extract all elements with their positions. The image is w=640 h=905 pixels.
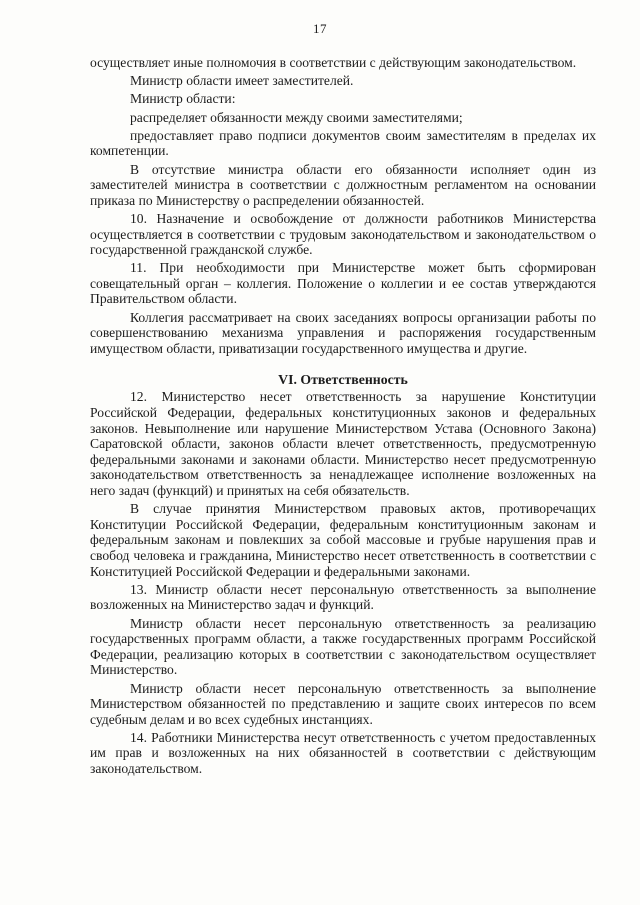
paragraph: распределяет обязанности между своими заместителями; (130, 109, 463, 125)
page-number: 17 (313, 21, 327, 36)
document-body (90, 55, 596, 779)
paragraph: Министр области: (130, 91, 236, 107)
paragraph: Министр области несет персональную ответственность за выполнение Министерством обязанностей по представлению и защите своих интересов по всем судебным делам и во всех судебных инстанциях. (90, 680, 596, 727)
paragraph: 11. При необходимости при Министерстве может быть сформирован совещательный орган – коллегия. Положение о коллегии и ее состав утверждаются Правительством области. (90, 260, 596, 307)
section-heading: VI. Ответственность (278, 372, 408, 388)
paragraph: Министр области имеет заместителей. (130, 73, 354, 89)
paragraph: 10. Назначение и освобождение от должности работников Министерства осуществляется в соответствии с трудовым законодательством и законодательством о государственной гражданской службе. (90, 210, 596, 258)
paragraph: 12. Министерство несет ответственность за нарушение Конституции Российской Федерации, федеральных конституционных законов и федеральных законов. Невыполнение или нарушение Министерством Устава (Основного Закона) Саратовской области, законов области влечет ответственность, предусмотренную федеральными законами и законами области. Министерство несет предусмотренную законодательством ответственность за ненадлежащее исполнение возложенных на него задач (функций) и принятых на себя обязательств. (90, 389, 596, 498)
paragraph: Министр области несет персональную ответственность за реализацию государственных программ области, а также государственных программ Российской Федерации, реализацию которых в соответствии с законодательством осуществляет Министерство. (90, 615, 596, 678)
paragraph: В случае принятия Министерством правовых актов, противоречащих Конституции Российской Федерации, федеральным конституционным законам и федеральным законам и повлекших за собой массовые и грубые нарушения прав и свобод человека и гражданина, Министерство несет ответственность в соответствии с Конституцией Российской Федерации и федеральными законами. (90, 501, 596, 579)
paragraph: 14. Работники Министерства несут ответственность с учетом предоставленных им прав и возложенных на них обязанностей в соответствии с действующим законодательством. (90, 729, 596, 777)
paragraph: В отсутствие министра области его обязанности исполняет один из заместителей министра в соответствии с должностным регламентом на основании приказа по Министерству о распределении обязанностей. (90, 161, 596, 208)
paragraph: Коллегия рассматривает на своих заседаниях вопросы организации работы по совершенствованию механизма управления и распоряжения государственным имуществом области, приватизации государственного имущества и другие. (90, 309, 596, 356)
paragraph: осуществляет иные полномочия в соответствии с действующим законодательством. (90, 55, 577, 70)
paragraph: 13. Министр области несет персональную ответственность за выполнение возложенных на Министерство задач и функций. (90, 581, 596, 613)
paragraph: предоставляет право подписи документов своим заместителям в пределах их компетенции. (90, 127, 596, 159)
